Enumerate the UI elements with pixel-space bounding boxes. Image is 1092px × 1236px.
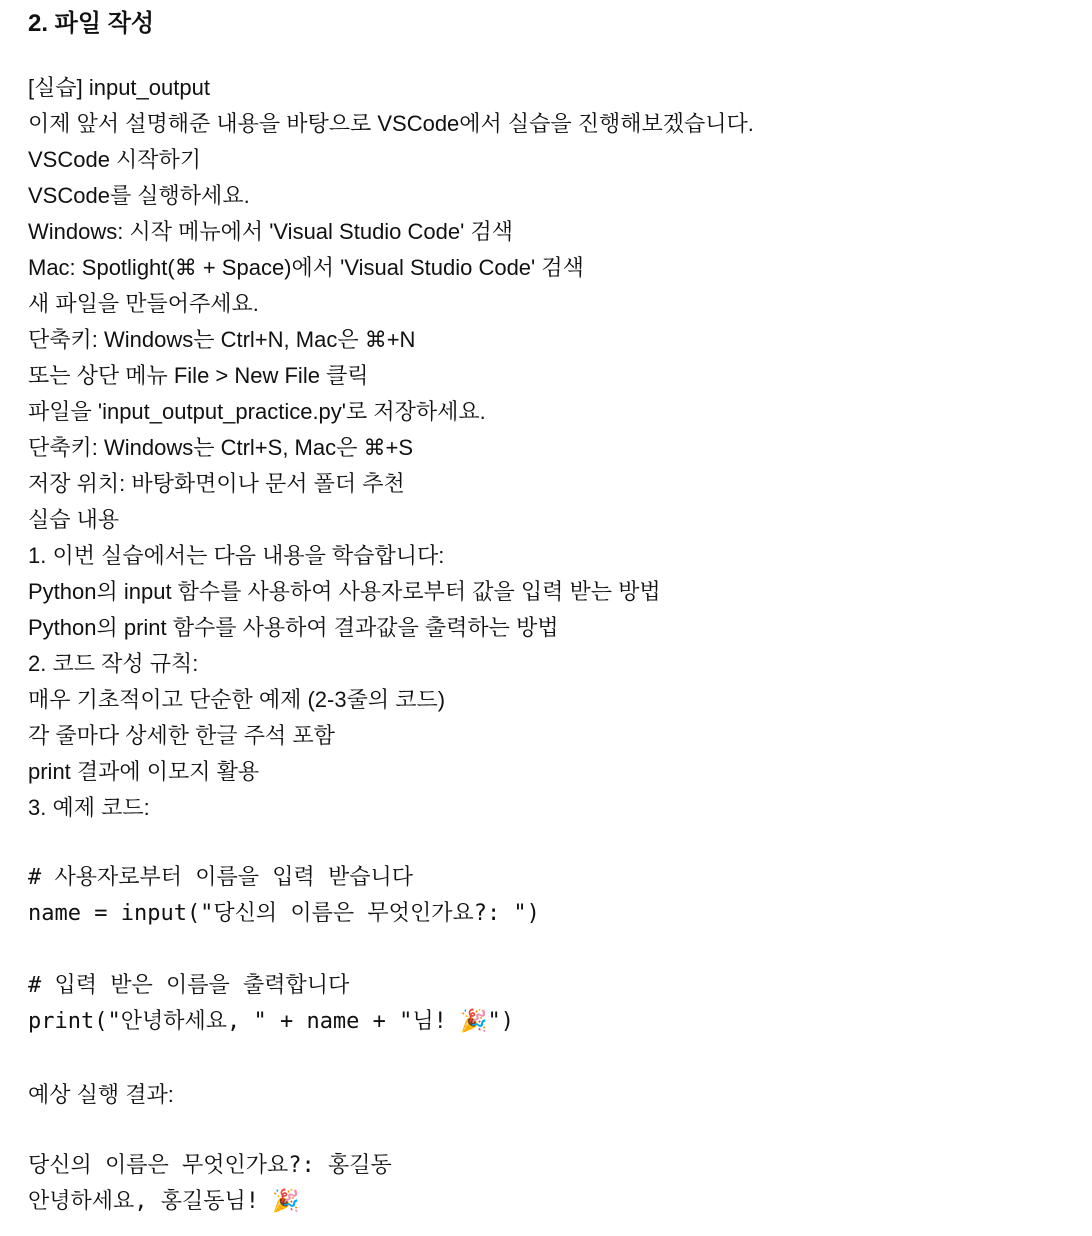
line-learn-print: Python의 print 함수를 사용하여 결과값을 출력하는 방법 (28, 615, 559, 640)
line-practice-title: [실습] input_output (28, 75, 210, 100)
line-intro: 이제 앞서 설명해준 내용을 바탕으로 VSCode에서 실습을 진행해보겠습니다. (28, 111, 754, 136)
expected-output-block (28, 1148, 392, 1220)
line-vscode-start: VSCode 시작하기 (28, 147, 202, 172)
code-block-print (28, 968, 514, 1040)
code-line-print: print("안녕하세요, " + name + "님! 🎉") (28, 1009, 515, 1034)
line-shortcut-save: 단축키: Windows는 Ctrl+S, Mac은 ⌘+S (28, 435, 413, 460)
line-shortcut-new: 단축키: Windows는 Ctrl+N, Mac은 ⌘+N (28, 327, 416, 352)
code-comment-print: # 입력 받은 이름을 출력합니다 (28, 973, 350, 998)
line-rules-heading: 2. 코드 작성 규칙: (28, 651, 199, 676)
instruction-list (28, 70, 754, 826)
line-learn-heading: 1. 이번 실습에서는 다음 내용을 학습합니다: (28, 543, 445, 568)
line-menu-new-file: 또는 상단 메뉴 File > New File 클릭 (28, 363, 369, 388)
line-new-file: 새 파일을 만들어주세요. (28, 291, 259, 316)
output-line-greeting: 안녕하세요, 홍길동님! 🎉 (28, 1189, 300, 1214)
output-line-prompt: 당신의 이름은 무엇인가요?: 홍길동 (28, 1153, 392, 1178)
line-learn-input: Python의 input 함수를 사용하여 사용자로부터 값을 입력 받는 방법 (28, 579, 661, 604)
expected-output-label: 예상 실행 결과: (28, 1082, 174, 1107)
line-example-heading: 3. 예제 코드: (28, 795, 150, 820)
line-rule-simple: 매우 기초적이고 단순한 예제 (2-3줄의 코드) (28, 687, 446, 712)
section-heading: 2. 파일 작성 (28, 10, 155, 37)
code-line-input: name = input("당신의 이름은 무엇인가요?: ") (28, 901, 540, 926)
line-rule-comments: 각 줄마다 상세한 한글 주석 포함 (28, 723, 335, 748)
line-save-file: 파일을 'input_output_practice.py'로 저장하세요. (28, 399, 486, 424)
line-save-location: 저장 위치: 바탕화면이나 문서 폴더 추천 (28, 471, 405, 496)
code-comment-input: # 사용자로부터 이름을 입력 받습니다 (28, 865, 414, 890)
line-practice-content: 실습 내용 (28, 507, 120, 532)
line-run-vscode: VSCode를 실행하세요. (28, 183, 250, 208)
line-rule-emoji: print 결과에 이모지 활용 (28, 759, 260, 784)
code-block-input (28, 860, 540, 932)
line-windows-search: Windows: 시작 메뉴에서 'Visual Studio Code' 검색 (28, 219, 513, 244)
line-mac-search: Mac: Spotlight(⌘ + Space)에서 'Visual Studio Code' 검색 (28, 255, 584, 280)
